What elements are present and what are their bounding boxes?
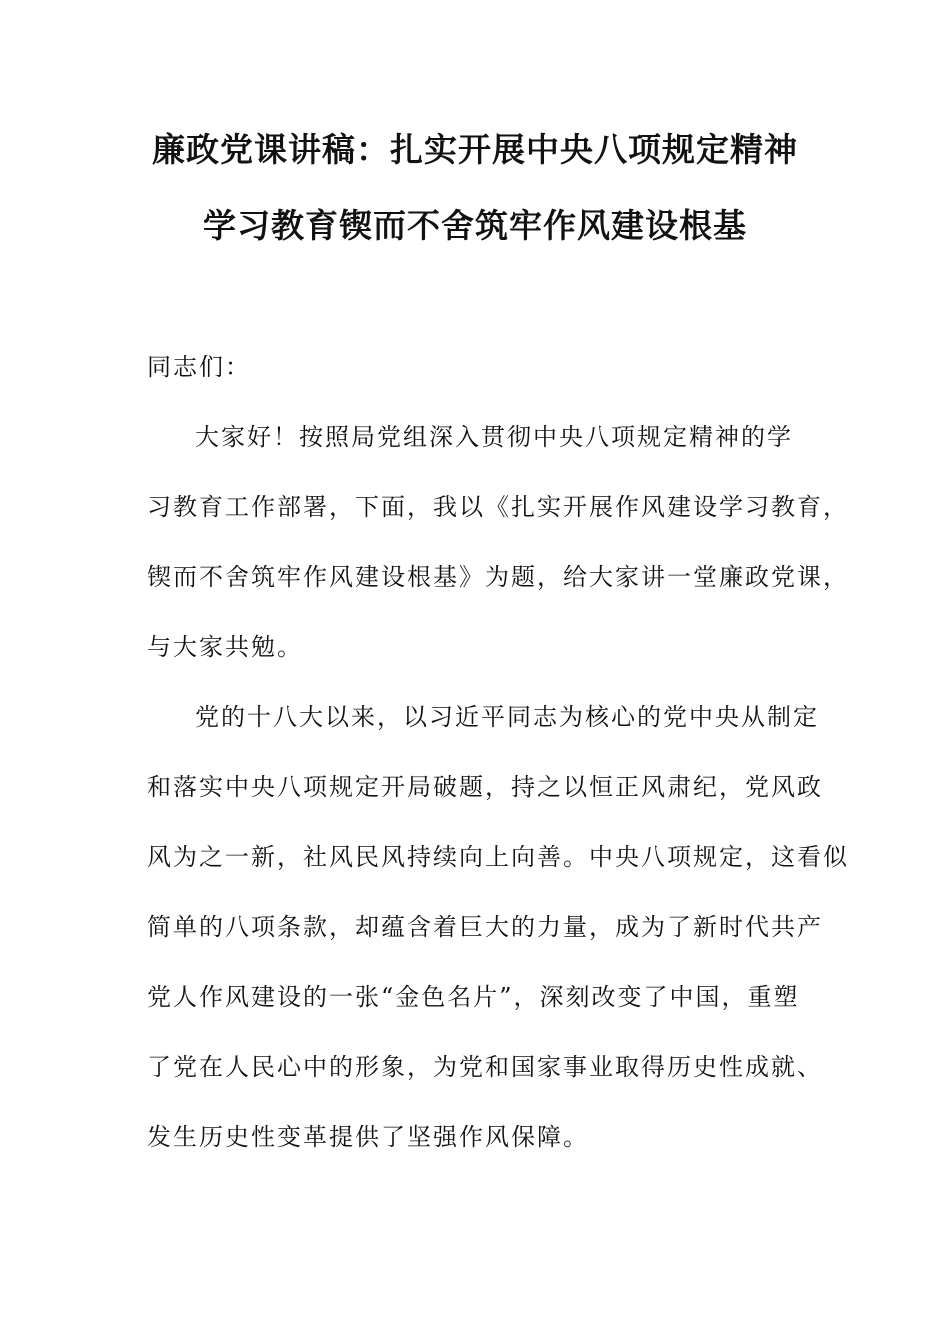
document-body	[147, 332, 849, 1172]
salutation	[147, 332, 807, 402]
salutation-text: 同志们：	[147, 353, 251, 381]
paragraph-2-line-2: 和落实中央八项规定开局破题，持之以恒正风肃纪，党风政	[147, 773, 823, 801]
paragraph-2-line-5: 党人作风建设的一张“金色名片”，深刻改变了中国，重塑	[147, 983, 800, 1011]
paragraph-2-line-1: 党的十八大以来，以习近平同志为核心的党中央从制定	[195, 703, 819, 731]
document-title	[120, 112, 830, 264]
paragraph-1-line-2: 习教育工作部署，下面，我以《扎实开展作风建设学习教育，	[147, 493, 849, 521]
paragraph-2-line-3: 风为之一新，社风民风持续向上向善。中央八项规定，这看似	[147, 843, 849, 871]
paragraph-1-line-4: 与大家共勉。	[147, 633, 303, 661]
paragraph-2-line-6: 了党在人民心中的形象，为党和国家事业取得历史性成就、	[147, 1053, 823, 1081]
paragraph-2	[147, 682, 849, 1172]
paragraph-2-line-7: 发生历史性变革提供了坚强作风保障。	[147, 1123, 589, 1151]
title-line-2: 学习教育锲而不舍筑牢作风建设根基	[203, 206, 747, 245]
paragraph-1	[147, 402, 849, 682]
paragraph-2-line-4: 简单的八项条款，却蕴含着巨大的力量，成为了新时代共产	[147, 913, 823, 941]
title-line-1: 廉政党课讲稿：扎实开展中央八项规定精神	[152, 130, 798, 169]
paragraph-1-line-3: 锲而不舍筑牢作风建设根基》为题，给大家讲一堂廉政党课，	[147, 563, 849, 591]
paragraph-1-line-1: 大家好！按照局党组深入贯彻中央八项规定精神的学	[195, 423, 793, 451]
